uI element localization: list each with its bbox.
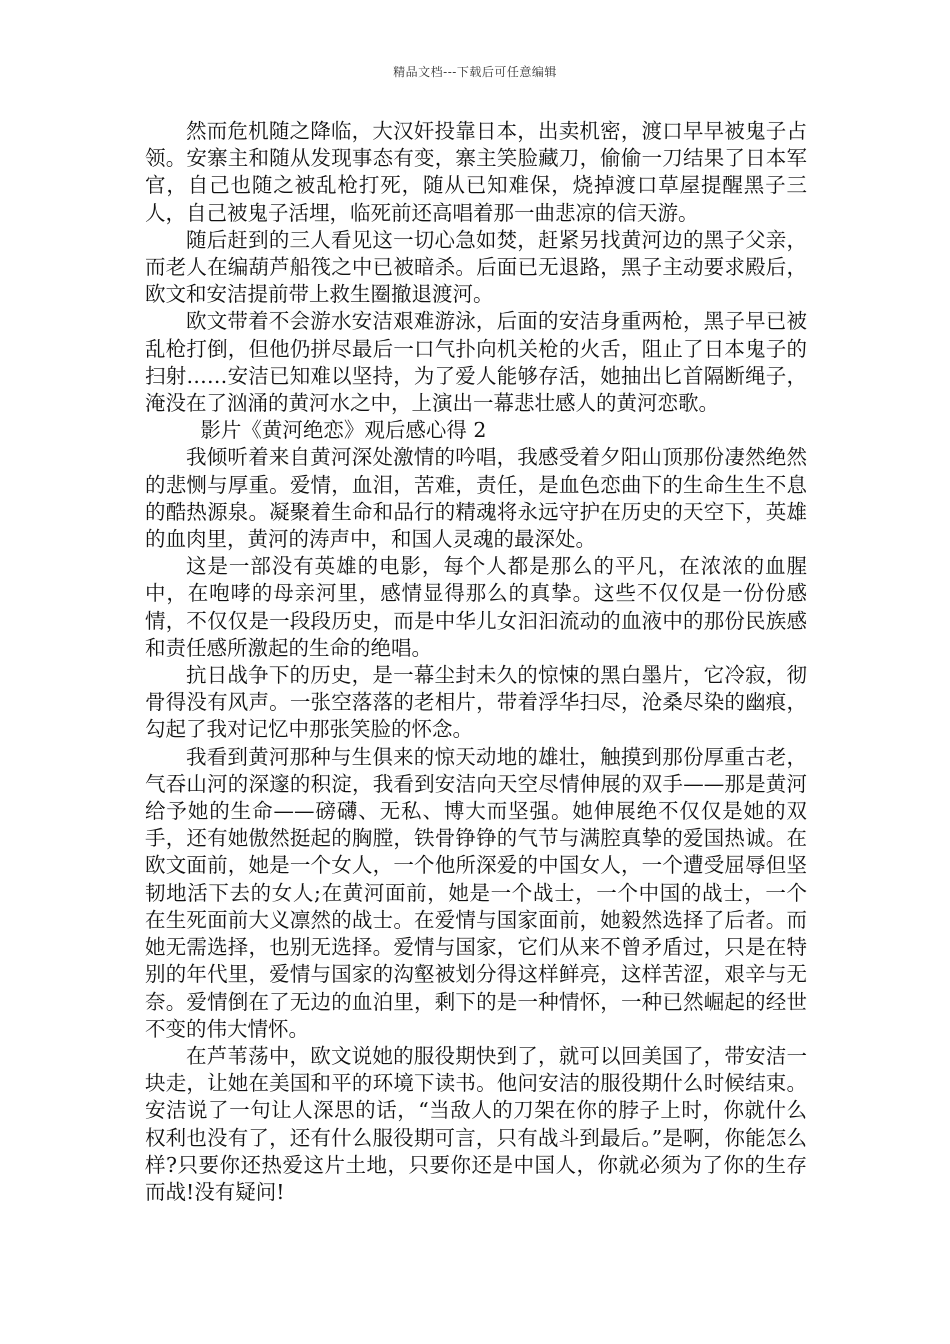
paragraph: 抗日战争下的历史，是一幕尘封未久的惊悚的黑白墨片，它冷寂，彻骨得没有风声。一张空落落的老相片，带着浮华扫尽，沧桑尽染的幽痕，勾起了我对记忆中那张笑脸的怀念。 xyxy=(145,663,807,742)
paragraph: 这是一部没有英雄的电影，每个人都是那么的平凡，在浓浓的血腥中，在咆哮的母亲河里，感情显得那么的真挚。这些不仅仅是一份份感情，不仅仅是一段段历史，而是中华儿女汩汩流动的血液中的那份民族感和责任感所激起的生命的绝唱。 xyxy=(145,554,807,660)
paragraph: 然而危机随之降临，大汉奸投靠日本，出卖机密，渡口早早被鬼子占领。安寨主和随从发现事态有变，寨主笑脸藏刀，偷偷一刀结果了日本军官，自己也随之被乱枪打死，随从已知难保，烧掉渡口草屋提醒黑子三人，自己被鬼子活埋，临死前还高唱着那一曲悲凉的信天游。 xyxy=(145,119,807,225)
section-title: 影片《黄河绝恋》观后感心得 2 xyxy=(200,418,487,443)
paragraph: 我看到黄河那种与生俱来的惊天动地的雄壮，触摸到那份厚重古老，气吞山河的深邃的积淀，我看到安洁向天空尽情伸展的双手——那是黄河给予她的生命——磅礴、无私、博大而坚强。她伸展绝不仅仅是她的双手，还有她傲然挺起的胸膛，铁骨铮铮的气节与满腔真挚的爱国热诚。在欧文面前，她是一个女人，一个他所深爱的中国女人，一个遭受屈辱但坚韧地活下去的女人;在黄河面前，她是一个战士，一个中国的战士，一个在生死面前大义凛然的战士。在爱情与国家面前，她毅然选择了后者。而她无需选择，也别无选择。爱情与国家，它们从来不曾矛盾过，只是在特别的年代里，爱情与国家的沟壑被划分得这样鲜亮，这样苦涩，艰辛与无奈。爱情倒在了无边的血泊里，剩下的是一种情怀，一种已然崛起的经世不变的伟大情怀。 xyxy=(145,744,807,1041)
paragraph: 欧文带着不会游水安洁艰难游泳，后面的安洁身重两枪，黑子早已被乱枪打倒，但他仍拼尽最后一口气扑向机关枪的火舌，阻止了日本鬼子的扫射……安洁已知难以坚持，为了爱人能够存活，她抽出匕首隔断绳子，淹没在了汹涌的黄河水之中，上演出一幕悲壮感人的黄河恋歌。 xyxy=(145,309,807,416)
document-body xyxy=(145,118,807,1206)
paragraph: 我倾听着来自黄河深处激情的吟唱，我感受着夕阳山顶那份凄然绝然的悲恻与厚重。爱情，血泪，苦难，责任，是血色恋曲下的生命生生不息的酷热源泉。凝聚着生命和品行的精魂将永远守护在历史的天空下，英雄的血肉里，黄河的涛声中，和国人灵魂的最深处。 xyxy=(145,445,807,552)
paragraph: 随后赶到的三人看见这一切心急如焚，赶紧另找黄河边的黑子父亲，而老人在编葫芦船筏之中已被暗杀。后面已无退路，黑子主动要求殿后，欧文和安洁提前带上救生圈撤退渡河。 xyxy=(145,227,807,307)
paragraph: 在芦苇荡中，欧文说她的服役期快到了，就可以回美国了，带安洁一块走，让她在美国和平的环境下读书。他问安洁的服役期什么时候结束。安洁说了一句让人深思的话，“当敌人的刀架在你的脖子上时，你就什么权利也没有了，还有什么服役期可言，只有战斗到最后。”是啊，你能怎么样?只要你还热爱这片土地，只要你还是中国人，你就必须为了你的生存而战!没有疑问! xyxy=(145,1043,807,1204)
page-header: 精品文档---下载后可任意编辑 xyxy=(393,65,557,79)
